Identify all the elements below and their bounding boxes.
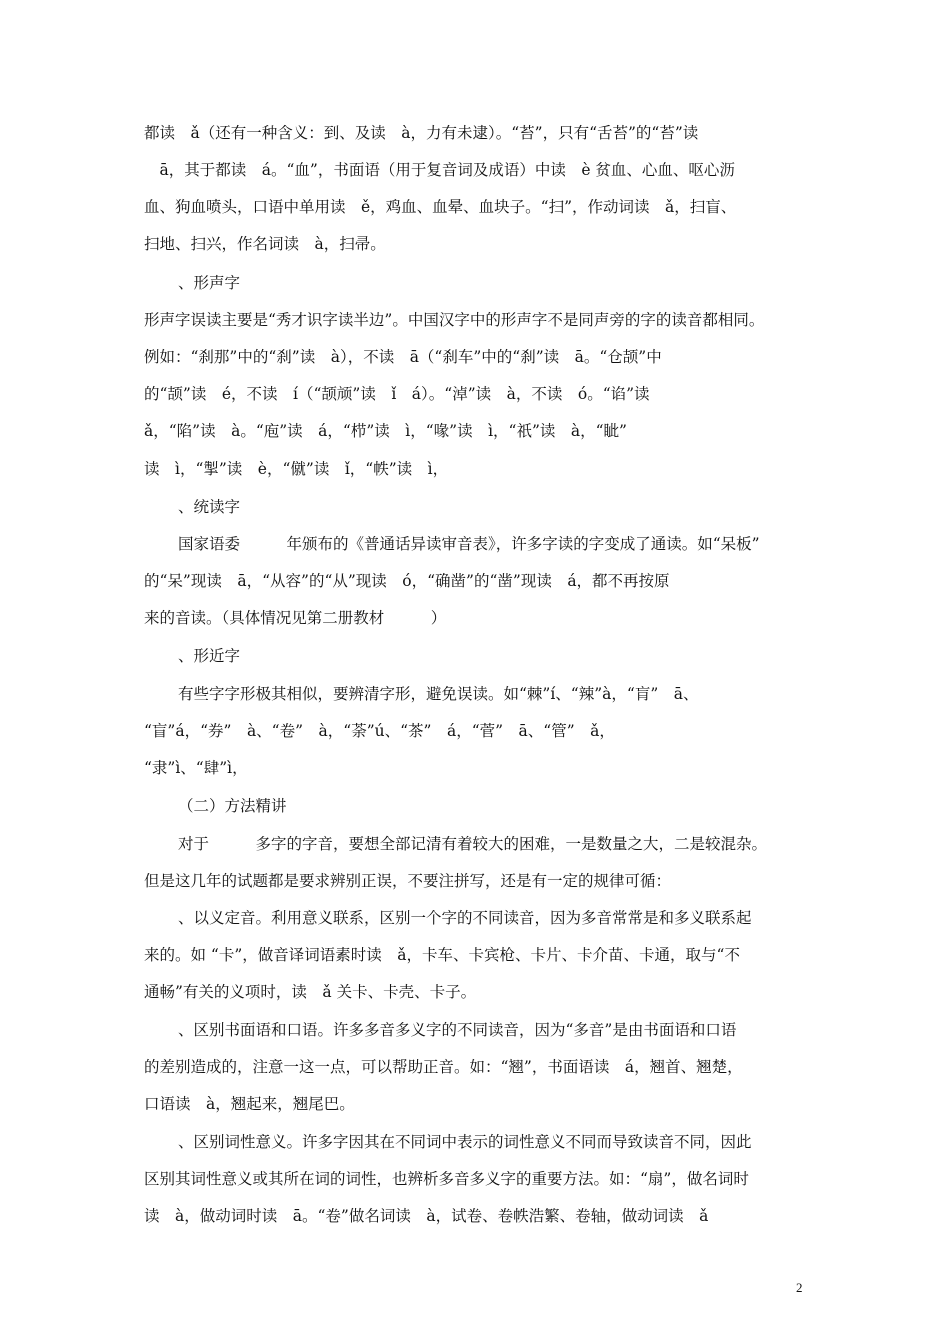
text-line: “盲”á，“券” à、“卷” à，“荼”ú、“茶” á，“菅” ā、“管” ǎ， xyxy=(144,722,615,740)
text-line: 口语读 à，翘起来，翘尾巴。 xyxy=(144,1095,355,1113)
text-line: 来的。如 “卡”，做音译词语素时读 ǎ，卡车、卡宾枪、卡片、卡介苗、卡通，取与“不 xyxy=(144,946,740,964)
text-line: 形声字误读主要是“秀才识字读半边”。中国汉字中的形声字不是同声旁的字的读音都相同。 xyxy=(144,311,765,329)
text-line: 血、狗血喷头，口语中单用读 ě，鸡血、血晕、血块子。“扫”，作动词读 ǎ，扫盲、 xyxy=(144,198,737,216)
text-line: 都读 ǎ（还有一种含义：到、及读 à，力有未逮）。“苔”，只有“舌苔”的“苔”读 xyxy=(144,124,699,142)
text-line: 通畅”有关的义项时，读 ǎ 关卡、卡壳、卡子。 xyxy=(144,983,477,1001)
text-line: 、以义定音。利用意义联系，区别一个字的不同读音，因为多音常常是和多义联系起 xyxy=(178,909,752,927)
section-heading: 、形声字 xyxy=(178,274,241,292)
text-line: 读 à，做动词时读 ā。“卷”做名词读 à，试卷、卷帙浩繁、卷轴，做动词读 ǎ xyxy=(144,1207,709,1225)
section-heading: （二）方法精讲 xyxy=(178,797,287,815)
text-line: 扫地、扫兴，作名词读 à，扫帚。 xyxy=(144,235,386,253)
text-line: 有些字字形极其相似，要辨清字形，避免误读。如“棘”í、“辣”à，“肓” ā、 xyxy=(178,685,699,703)
text-line: “隶”ì、“肆”ì， xyxy=(144,759,248,777)
section-heading: 、统读字 xyxy=(178,498,241,516)
text-line: ā，其于都读 á。“血”，书面语（用于复音词及成语）中读 è 贫血、心血、呕心沥 xyxy=(144,161,735,179)
text-line: 区别其词性意义或其所在词的词性，也辨析多音多义字的重要方法。如：“扇”，做名词时 xyxy=(144,1170,749,1188)
text-line: 的“呆”现读 ā，“从容”的“从”现读 ó，“确凿”的“凿”现读 á，都不再按原 xyxy=(144,572,670,590)
page-number: 2 xyxy=(796,1280,803,1295)
text-line: 例如：“刹那”中的“刹”读 à），不读 ā（“刹车”中的“刹”读 ā。“仓颉”中 xyxy=(144,348,662,366)
text-line: 国家语委 年颁布的《普通话异读审音表》，许多字读的字变成了通读。如“呆板” xyxy=(178,535,760,553)
text-line: 、区别书面语和口语。许多多音多义字的不同读音，因为“多音”是由书面语和口语 xyxy=(178,1021,737,1039)
text-line: ǎ，“陷”读 à。“庖”读 á，“栉”读 ì，“喙”读 ì，“祇”读 à，“眦” xyxy=(144,422,627,440)
text-line: 对于 多字的字音，要想全部记清有着较大的困难，一是数量之大，二是较混杂。 xyxy=(178,835,768,853)
text-line: 的“颉”读 é，不读 í（“颉颃”读 ǐ á）。“淖”读 à，不读 ó。“谄”读 xyxy=(144,385,650,403)
section-heading: 、形近字 xyxy=(178,647,241,665)
text-line: 读 ì，“掣”读 è，“僦”读 ǐ，“帙”读 ì， xyxy=(144,460,449,478)
text-line: 来的音读。（具体情况见第二册教材 ） xyxy=(144,609,447,627)
text-line: 、区别词性意义。许多字因其在不同词中表示的词性意义不同而导致读音不同，因此 xyxy=(178,1133,752,1151)
text-line: 的差别造成的，注意一这一点，可以帮助正音。如：“翘”，书面语读 á，翘首、翘楚， xyxy=(144,1058,743,1076)
text-line: 但是这几年的试题都是要求辨别正误，不要注拼写，还是有一定的规律可循： xyxy=(144,872,672,890)
